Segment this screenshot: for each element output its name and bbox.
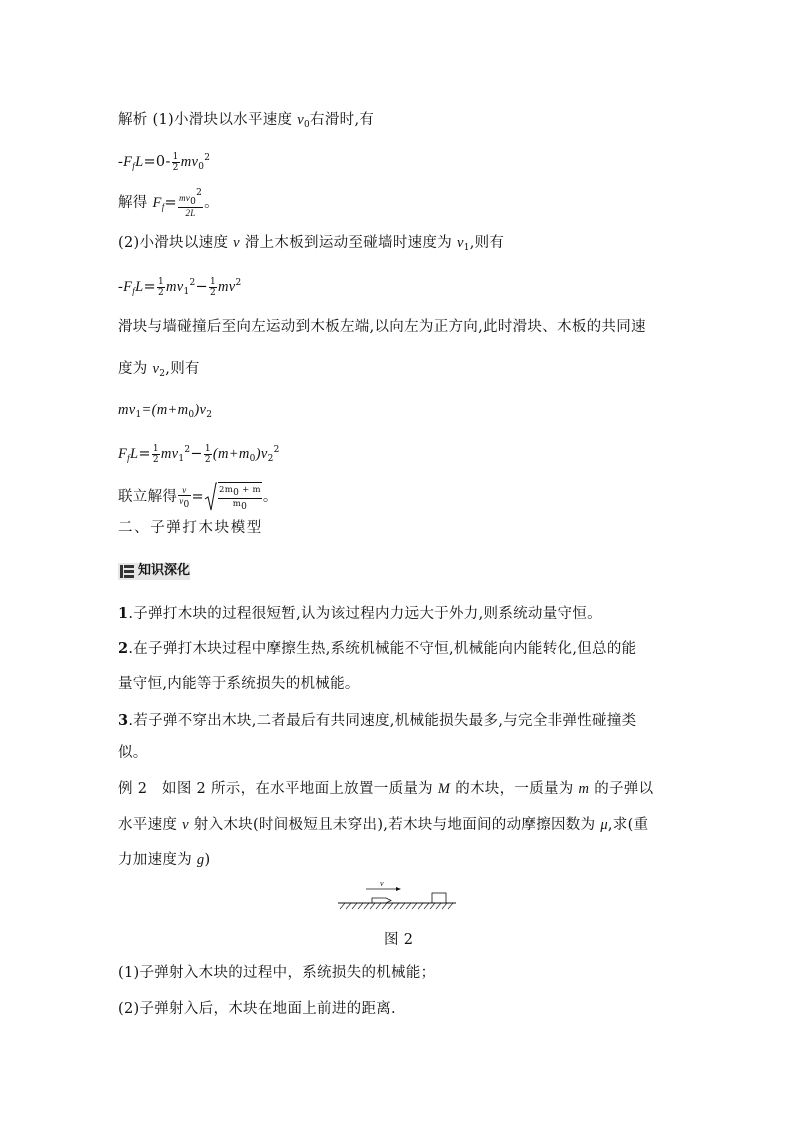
- subscript: 2: [206, 410, 213, 420]
- text: ,则有: [165, 361, 200, 377]
- text: 例 2 如图 2 所示，在水平地面上放置一质量为: [118, 781, 438, 797]
- point-number: 1: [118, 605, 129, 622]
- point-text: .若子弹不穿出木块,二者最后有共同速度,机械能损失最多,与完全非弹性碰撞类: [128, 713, 637, 729]
- text: ,求(重: [607, 817, 649, 833]
- eq-operator: =: [191, 489, 204, 505]
- eq-term: )v: [194, 402, 207, 418]
- eq-operator: −: [195, 279, 208, 295]
- text: 的木块，一质量为: [450, 781, 579, 797]
- subscript: 0: [304, 120, 311, 130]
- text: 滑上木板到运动至碰墙时速度为: [239, 235, 457, 251]
- fraction: [218, 482, 262, 512]
- text: 的子弹以: [589, 781, 654, 797]
- paragraph-line-1: 滑块与墙碰撞后至向左运动到木板左端,以向左为正方向,此时滑块、木板的共同速: [118, 319, 646, 335]
- fraction: [157, 277, 165, 298]
- fraction-numerator: 1: [204, 443, 211, 454]
- text: 右滑时,有: [310, 112, 375, 128]
- figure-2-diagram: [336, 876, 460, 914]
- subscript: 0: [233, 488, 240, 498]
- example-line-3: [118, 850, 210, 870]
- var-v: v: [182, 817, 189, 833]
- solution-line-2: [118, 233, 504, 258]
- eq-term: -F: [118, 279, 133, 295]
- eq-term: + m: [239, 485, 261, 495]
- fraction: [172, 152, 180, 173]
- var-mu: μ: [600, 817, 608, 833]
- superscript: 2: [235, 278, 242, 288]
- point-1: [118, 604, 602, 624]
- knowledge-badge-label: 知识深化: [138, 563, 191, 578]
- result-1: [118, 188, 219, 218]
- eq-term: L: [135, 279, 144, 295]
- fraction-numerator: 1: [152, 443, 159, 454]
- point-text: .在子弹打木块过程中摩擦生热,系统机械能不守恒,机械能向内能转化,但总的能: [128, 641, 637, 657]
- equation-4: [118, 440, 280, 469]
- point-2: [118, 639, 636, 659]
- equation-3: [118, 400, 212, 425]
- fraction: [209, 277, 217, 298]
- subscript: 0: [190, 197, 197, 207]
- fraction: [152, 444, 160, 465]
- subscript: 1: [463, 243, 470, 253]
- eq-term: v: [179, 495, 184, 506]
- eq-term: mv: [218, 279, 236, 295]
- eq-term: mv: [165, 279, 184, 295]
- subscript: 1: [183, 287, 190, 297]
- text: 解得: [118, 195, 153, 211]
- wood-block: [432, 893, 446, 903]
- eq-operator: =: [138, 446, 151, 462]
- subscript: 1: [178, 454, 185, 464]
- superscript: 2: [196, 188, 203, 198]
- question-2: (2)子弹射入后，木块在地面上前进的距离.: [118, 1001, 396, 1017]
- fraction: [178, 485, 190, 510]
- figure-caption: 图 2: [384, 932, 414, 948]
- point-3: [118, 711, 636, 731]
- point-number: 2: [118, 640, 129, 657]
- fraction-denominator: 2: [152, 454, 159, 465]
- fraction-numerator: [178, 188, 203, 208]
- point-2-continued: [118, 674, 360, 694]
- radical-sign-icon: [204, 482, 217, 512]
- subscript: f: [132, 161, 136, 171]
- eq-term: mv: [180, 154, 199, 170]
- example-line-2: [118, 815, 648, 835]
- eq-term: )v: [255, 446, 268, 462]
- question-1: (1)子弹射入木块的过程中，系统损失的机械能；: [118, 965, 436, 981]
- eq-term: mv: [160, 446, 179, 462]
- fraction-denominator: [178, 496, 190, 510]
- fraction-numerator: 1: [210, 276, 217, 287]
- point-text: 似。: [118, 745, 148, 761]
- text: 射入木块(时间极短且未穿出),若木块与地面间的动摩擦因数为: [188, 817, 601, 833]
- subscript: f: [132, 286, 136, 296]
- subscript: 2: [267, 454, 274, 464]
- eq-operator: −: [190, 446, 203, 462]
- text: 水平速度: [118, 817, 183, 833]
- fraction-numerator: v: [178, 485, 190, 496]
- text: (2)小滑块以速度: [118, 235, 234, 251]
- subscript: 0: [249, 454, 256, 464]
- eq-term: F: [118, 446, 128, 462]
- fraction-denominator: 2L: [185, 208, 196, 218]
- eq-operator: =: [164, 195, 177, 211]
- eq-term: mv: [118, 402, 136, 418]
- subscript: 2: [159, 369, 166, 379]
- eq-term: mv: [178, 193, 191, 203]
- point-text: .子弹打木块的过程很短暂,认为该过程内力远大于外力,则系统动量守恒。: [128, 606, 602, 622]
- eq-term: -F: [118, 154, 133, 170]
- text: ,则有: [469, 235, 505, 251]
- subscript: 0: [241, 502, 248, 512]
- text: ): [204, 852, 211, 868]
- equation-2: [118, 273, 242, 302]
- eq-term: F: [152, 195, 162, 211]
- eq-term: (m+m: [212, 446, 250, 462]
- eq-term: L: [129, 446, 139, 462]
- velocity-label: v: [380, 879, 384, 888]
- point-number: 3: [118, 712, 129, 729]
- ground-hatching: [340, 903, 453, 909]
- superscript: 2: [184, 445, 191, 455]
- var-v: v: [297, 112, 305, 128]
- superscript: 2: [273, 445, 280, 455]
- equation-1: [118, 148, 210, 177]
- bullet-icon: [372, 898, 391, 903]
- point-text: 量守恒,内能等于系统损失的机械能。: [118, 676, 360, 692]
- fraction-denominator: [218, 499, 262, 512]
- superscript: 2: [204, 153, 211, 163]
- list-icon: [120, 565, 134, 578]
- eq-term: =(m+m: [141, 402, 189, 418]
- eq-term: L: [135, 154, 144, 170]
- subscript: 0: [183, 499, 190, 510]
- fraction-denominator: 2: [204, 454, 211, 465]
- fraction: [204, 444, 212, 465]
- fraction: [178, 188, 203, 218]
- paragraph-line-2: [118, 359, 200, 384]
- result-2: [118, 482, 278, 512]
- subscript: f: [161, 202, 165, 212]
- square-root: [204, 482, 263, 512]
- var-v1: v: [456, 235, 464, 251]
- fraction-numerator: [218, 485, 262, 499]
- text: 度为: [118, 361, 153, 377]
- velocity-arrowhead-icon: [396, 887, 401, 891]
- text: 联立解得: [118, 489, 178, 505]
- fraction-denominator: 2: [210, 287, 217, 298]
- point-3-continued: [118, 743, 148, 763]
- eq-operator: =: [143, 279, 156, 295]
- var-v2: v: [152, 361, 160, 377]
- solution-line-1: [118, 110, 374, 135]
- fraction-numerator: 1: [172, 151, 179, 162]
- solution-intro-text: 解析 (1)小滑块以水平速度: [118, 112, 298, 128]
- var-m: m: [578, 781, 590, 797]
- subscript: 0: [198, 162, 205, 172]
- var-M: M: [437, 781, 451, 797]
- text: 。: [262, 489, 278, 505]
- example-line-1: [118, 779, 653, 799]
- fraction-denominator: 2: [157, 287, 164, 298]
- fraction-numerator: 1: [157, 276, 164, 287]
- section-title: 二、子弹打木块模型: [118, 520, 263, 536]
- eq-term: m: [232, 499, 242, 509]
- fraction-denominator: 2: [172, 162, 179, 173]
- subscript: f: [127, 453, 130, 463]
- eq-term: 2m: [218, 485, 234, 495]
- var-v: v: [233, 235, 240, 251]
- subscript: 1: [135, 410, 142, 420]
- subscript: 0: [188, 410, 195, 420]
- text: 。: [204, 195, 219, 211]
- eq-operator: =0-: [143, 154, 171, 170]
- text: 力加速度为: [118, 852, 197, 868]
- superscript: 2: [189, 278, 196, 288]
- var-g: g: [196, 852, 205, 868]
